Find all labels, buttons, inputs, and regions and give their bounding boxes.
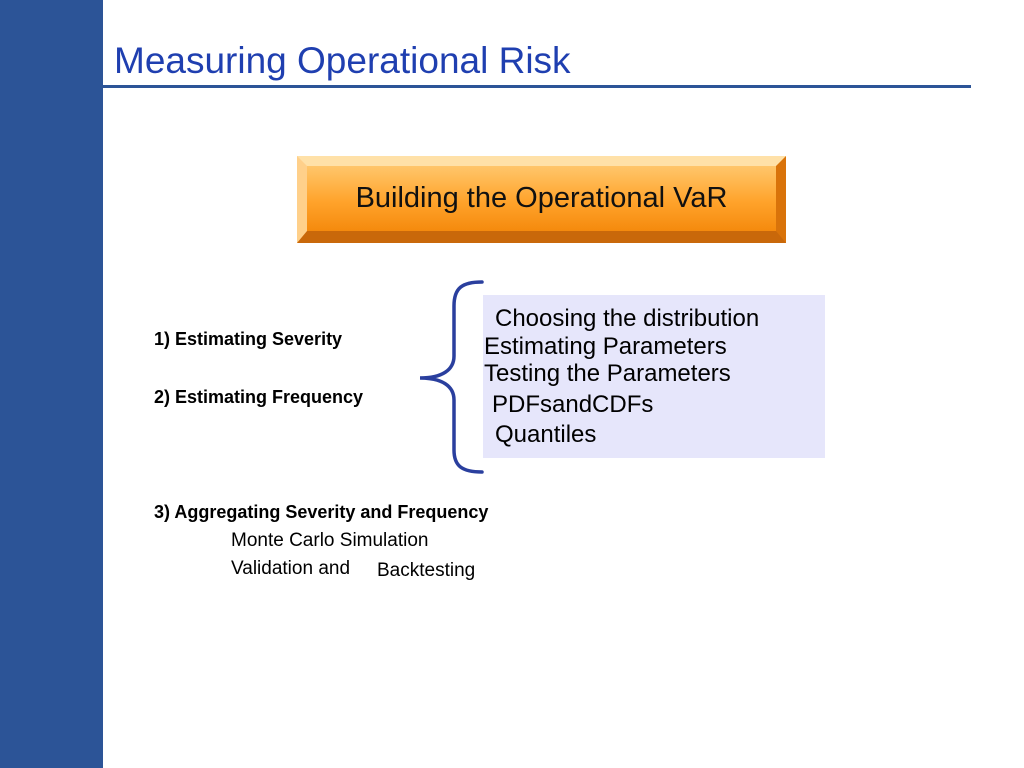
panel-item-testing: Testing the Parameters: [484, 360, 731, 387]
curly-brace-icon: [412, 278, 488, 474]
step-aggregation: 3) Aggregating Severity and Frequency: [154, 502, 489, 522]
panel-item-parameters: Estimating Parameters: [484, 333, 727, 360]
sidebar-accent-bar: [0, 0, 103, 768]
subitem-validation: Validation and: [231, 558, 351, 579]
panel-item-pdfs-cdfs: PDFsandCDFs: [492, 391, 654, 418]
panel-item-quantiles: Quantiles: [495, 421, 597, 448]
panel-item-distribution: Choosing the distribution: [495, 305, 760, 332]
header-callout-box: [297, 156, 786, 243]
step-frequency: 2) Estimating Frequency: [154, 387, 364, 407]
title-underline-rule: [103, 85, 971, 88]
header-callout-label: Building the Operational VaR: [355, 182, 728, 214]
subitem-monte-carlo: Monte Carlo Simulation: [231, 530, 429, 551]
subitem-backtesting: Backtesting: [377, 560, 476, 581]
title-rule-stub: [51, 85, 103, 87]
slide-title: Measuring Operational Risk: [114, 40, 571, 81]
step-severity: 1) Estimating Severity: [154, 329, 343, 349]
